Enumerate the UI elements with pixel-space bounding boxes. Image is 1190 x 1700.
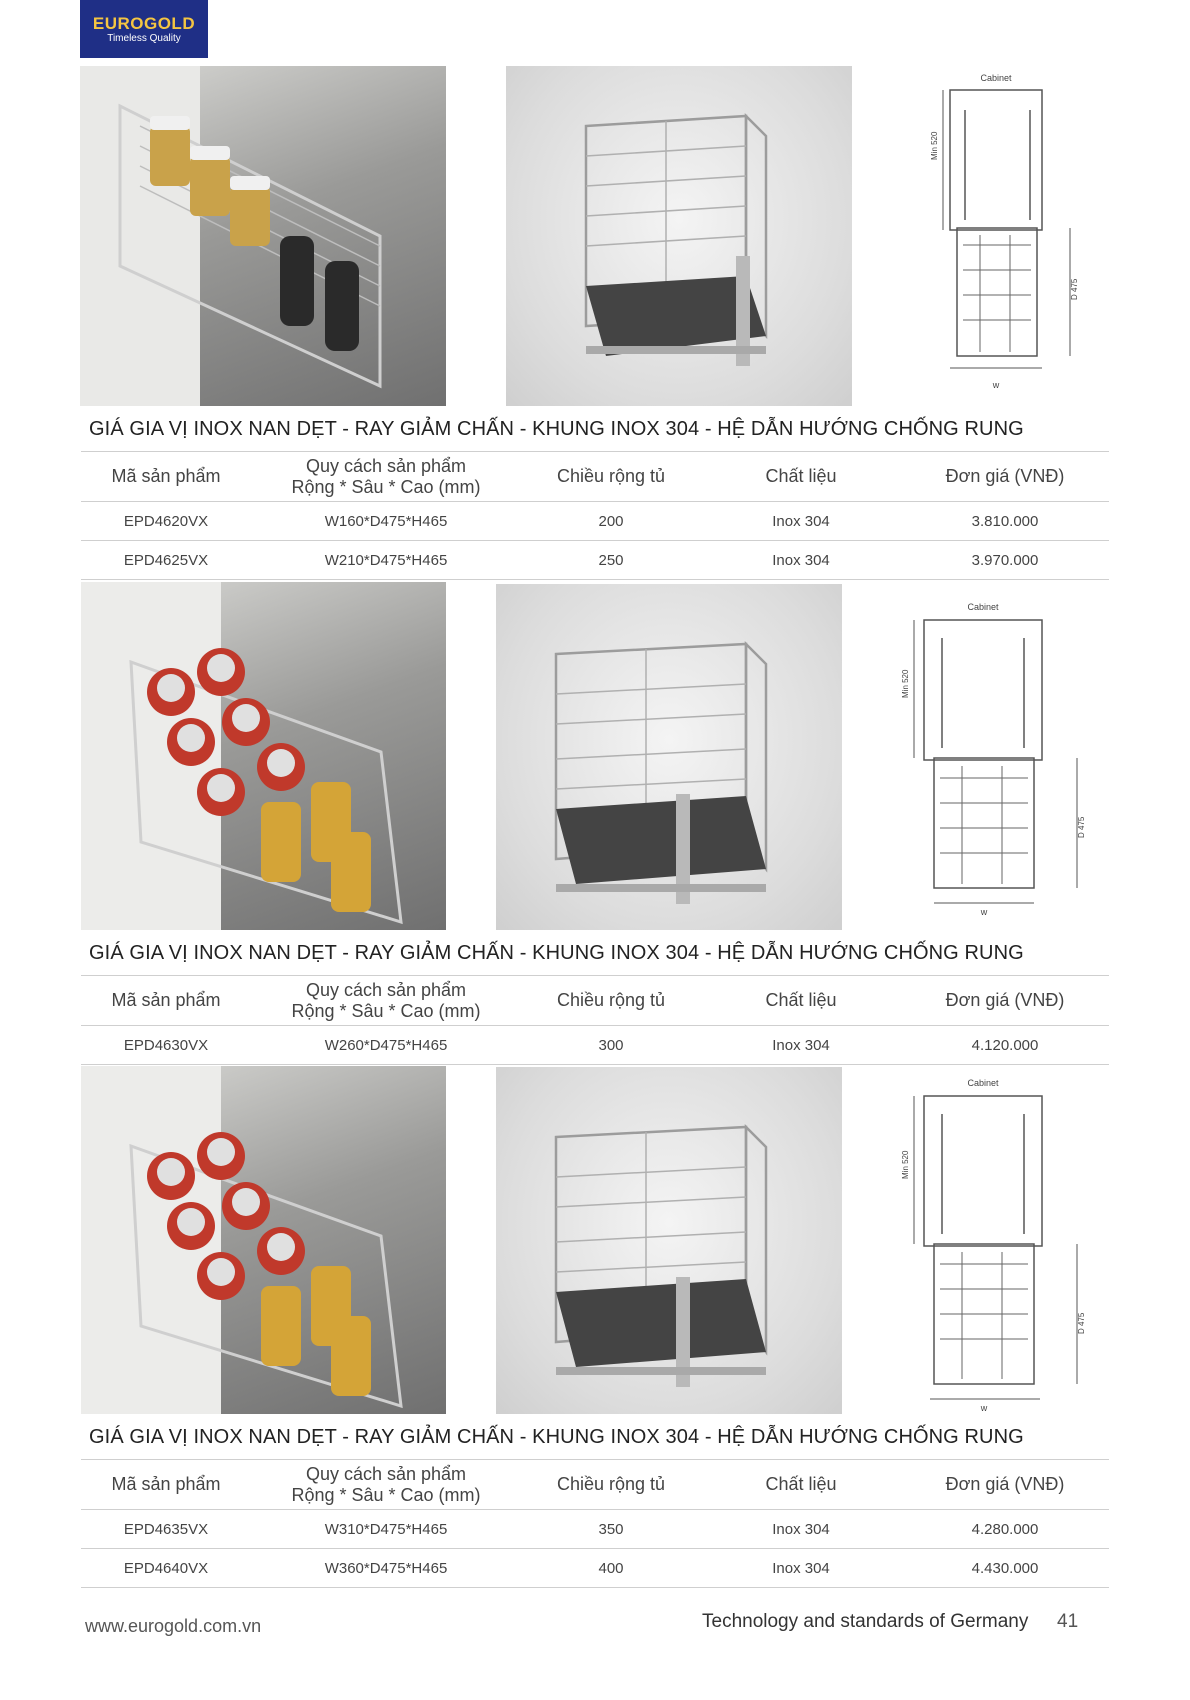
cell-spec: W160*D475*H465 bbox=[251, 502, 521, 541]
cell-width: 300 bbox=[521, 1026, 701, 1065]
cell-code: EPD4630VX bbox=[81, 1026, 251, 1065]
cell-code: EPD4640VX bbox=[81, 1549, 251, 1588]
header-spec-line2: Rộng * Sâu * Cao (mm) bbox=[291, 476, 481, 497]
dimension-diagram bbox=[902, 598, 1087, 918]
header-spec bbox=[251, 1460, 521, 1510]
cell-material: Inox 304 bbox=[701, 1510, 901, 1549]
table-header-row bbox=[81, 1460, 1109, 1510]
header-spec-line1: Quy cách sản phẩm bbox=[305, 979, 467, 1000]
spice-rack-product-illustration bbox=[496, 584, 842, 930]
page-number: 41 bbox=[1057, 1611, 1079, 1632]
product-photo bbox=[496, 584, 842, 930]
spice-rack-product-illustration bbox=[506, 66, 852, 406]
product-photo bbox=[496, 1067, 842, 1414]
table-row bbox=[81, 502, 1109, 541]
cell-spec: W210*D475*H465 bbox=[251, 541, 521, 580]
brand-logo bbox=[80, 0, 208, 58]
section-title: GIÁ GIA VỊ INOX NAN DẸT - RAY GIẢM CHẤN - KHUNG INOX 304 - HỆ DẪN HƯỚNG CHỐNG RUNG bbox=[89, 1426, 1024, 1448]
drawing-label-w: w bbox=[992, 380, 1000, 390]
footer-tagline: Technology and standards of Germany bbox=[702, 1611, 1029, 1632]
drawing-label-depth: D 475 bbox=[1077, 1312, 1086, 1334]
header-width: Chiều rộng tủ bbox=[521, 1460, 701, 1510]
header-spec bbox=[251, 976, 521, 1026]
basket-with-cans-illustration bbox=[81, 582, 446, 930]
lifestyle-photo bbox=[80, 66, 446, 406]
cell-price: 4.280.000 bbox=[901, 1510, 1109, 1549]
header-price: Đơn giá (VNĐ) bbox=[901, 976, 1109, 1026]
logo-brand: EUROGOLD bbox=[92, 14, 196, 33]
table-header-row bbox=[81, 452, 1109, 502]
lifestyle-photo bbox=[81, 1066, 446, 1414]
header-material: Chất liệu bbox=[701, 452, 901, 502]
cell-code: EPD4635VX bbox=[81, 1510, 251, 1549]
price-table bbox=[81, 1459, 1109, 1588]
price-table bbox=[81, 975, 1109, 1065]
header-material: Chất liệu bbox=[701, 1460, 901, 1510]
drawing-label-depth: D 475 bbox=[1077, 816, 1086, 838]
header-width: Chiều rộng tủ bbox=[521, 976, 701, 1026]
basket-with-cans-illustration bbox=[81, 1066, 446, 1414]
header-width: Chiều rộng tủ bbox=[521, 452, 701, 502]
cell-spec: W360*D475*H465 bbox=[251, 1549, 521, 1588]
technical-drawing bbox=[902, 598, 1087, 918]
header-material: Chất liệu bbox=[701, 976, 901, 1026]
header-code: Mã sản phẩm bbox=[81, 976, 251, 1026]
drawing-label-min: Min 520 bbox=[901, 669, 910, 698]
lifestyle-photo bbox=[81, 582, 446, 930]
cell-spec: W310*D475*H465 bbox=[251, 1510, 521, 1549]
drawing-label-min: Min 520 bbox=[930, 131, 939, 160]
cell-material: Inox 304 bbox=[701, 502, 901, 541]
drawing-label-w: w bbox=[980, 907, 988, 917]
table-row bbox=[81, 1510, 1109, 1549]
technical-drawing bbox=[930, 70, 1080, 398]
header-spec-line2: Rộng * Sâu * Cao (mm) bbox=[291, 1484, 481, 1505]
footer-website-link[interactable]: www.eurogold.com.vn bbox=[85, 1616, 262, 1636]
section-title: GIÁ GIA VỊ INOX NAN DẸT - RAY GIẢM CHẤN - KHUNG INOX 304 - HỆ DẪN HƯỚNG CHỐNG RUNG bbox=[89, 418, 1024, 440]
drawing-label-w: w bbox=[980, 1403, 988, 1413]
cell-price: 4.120.000 bbox=[901, 1026, 1109, 1065]
cell-material: Inox 304 bbox=[701, 541, 901, 580]
basket-with-jars-illustration bbox=[80, 66, 446, 406]
header-code: Mã sản phẩm bbox=[81, 452, 251, 502]
header-spec-line1: Quy cách sản phẩm bbox=[305, 1463, 467, 1484]
drawing-label-cabinet: Cabinet bbox=[967, 602, 999, 612]
cell-code: EPD4620VX bbox=[81, 502, 251, 541]
cell-width: 350 bbox=[521, 1510, 701, 1549]
cell-width: 250 bbox=[521, 541, 701, 580]
technical-drawing bbox=[902, 1074, 1087, 1414]
header-spec-line2: Rộng * Sâu * Cao (mm) bbox=[291, 1000, 481, 1021]
table-row bbox=[81, 541, 1109, 580]
drawing-label-cabinet: Cabinet bbox=[980, 73, 1012, 83]
section-title: GIÁ GIA VỊ INOX NAN DẸT - RAY GIẢM CHẤN - KHUNG INOX 304 - HỆ DẪN HƯỚNG CHỐNG RUNG bbox=[89, 942, 1024, 964]
header-spec bbox=[251, 452, 521, 502]
spice-rack-product-illustration bbox=[496, 1067, 842, 1414]
dimension-diagram bbox=[902, 1074, 1087, 1414]
price-table bbox=[81, 451, 1109, 580]
header-spec-line1: Quy cách sản phẩm bbox=[305, 455, 467, 476]
cell-price: 3.970.000 bbox=[901, 541, 1109, 580]
table-row bbox=[81, 1549, 1109, 1588]
cell-price: 4.430.000 bbox=[901, 1549, 1109, 1588]
cell-price: 3.810.000 bbox=[901, 502, 1109, 541]
cell-width: 200 bbox=[521, 502, 701, 541]
cell-width: 400 bbox=[521, 1549, 701, 1588]
cell-spec: W260*D475*H465 bbox=[251, 1026, 521, 1065]
header-price: Đơn giá (VNĐ) bbox=[901, 452, 1109, 502]
cell-code: EPD4625VX bbox=[81, 541, 251, 580]
cell-material: Inox 304 bbox=[701, 1026, 901, 1065]
header-code: Mã sản phẩm bbox=[81, 1460, 251, 1510]
drawing-label-cabinet: Cabinet bbox=[967, 1078, 999, 1088]
drawing-label-depth: D 475 bbox=[1070, 278, 1079, 300]
table-row bbox=[81, 1026, 1109, 1065]
drawing-label-min: Min 520 bbox=[901, 1150, 910, 1179]
product-photo bbox=[506, 66, 852, 406]
dimension-diagram bbox=[930, 70, 1080, 398]
header-price: Đơn giá (VNĐ) bbox=[901, 1460, 1109, 1510]
table-header-row bbox=[81, 976, 1109, 1026]
logo-tagline: Timeless Quality bbox=[107, 33, 181, 44]
cell-material: Inox 304 bbox=[701, 1549, 901, 1588]
